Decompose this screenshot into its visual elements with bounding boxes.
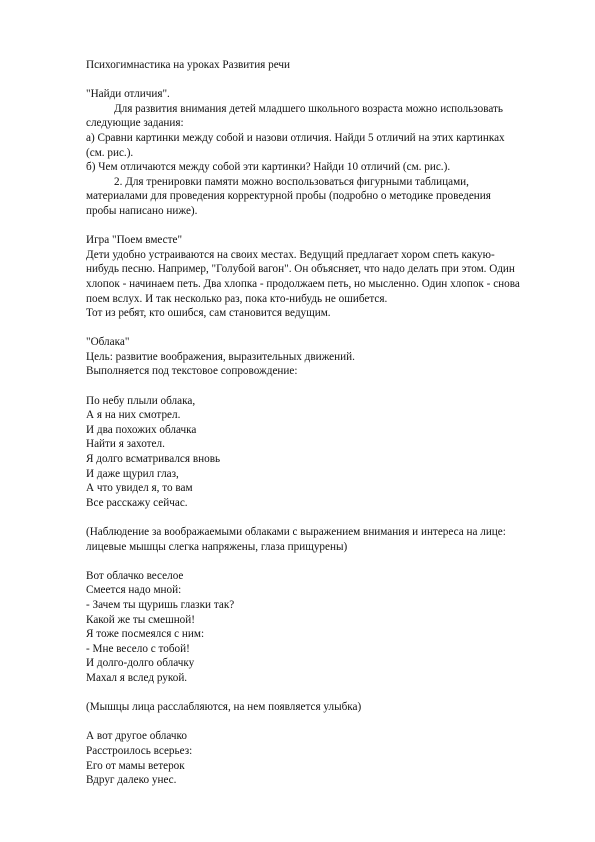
stage-note-cont: лицевые мышцы слегка напряжены, глаза прищурены) — [86, 540, 348, 553]
poem-line: - Зачем ты щуришь глазки так? — [86, 598, 235, 611]
poem-line: Расстроилось всерьез: — [86, 744, 193, 757]
section-heading-clouds: "Облака" — [86, 336, 130, 349]
list-item-a-cont: (см. рис.). — [86, 146, 134, 159]
paragraph-line: нибудь песню. Например, "Голубой вагон". Он объясняет, что надо делать при этом. Один — [86, 263, 515, 276]
paragraph-line: Для развития внимания детей младшего школьного возраста можно использовать — [114, 102, 504, 115]
list-item-a: а) Сравни картинки между собой и назови отличия. Найди 5 отличий на этих картинках — [86, 131, 505, 144]
spacer — [86, 510, 566, 525]
goal-line: Цель: развитие воображения, выразительных движений. — [86, 350, 355, 363]
poem-line: Вдруг далеко унес. — [86, 774, 177, 787]
spacer — [86, 715, 566, 730]
spacer — [86, 219, 566, 234]
poem-line: Все расскажу сейчас. — [86, 496, 188, 509]
poem-line: Найти я захотел. — [86, 438, 165, 451]
poem-line: Вот облачко веселое — [86, 569, 184, 582]
section-heading-sing-together: Игра "Поем вместе" — [86, 234, 183, 247]
poem-line: Махал я вслед рукой. — [86, 671, 188, 684]
spacer — [86, 321, 566, 336]
paragraph-line: Тот из ребят, кто ошибся, сам становится ведущим. — [86, 307, 331, 320]
poem-line: И долго-долго облачку — [86, 657, 195, 670]
poem-line: По небу плыли облака, — [86, 394, 196, 407]
spacer — [86, 379, 566, 394]
poem-line: А я на них смотрел. — [86, 409, 181, 422]
poem-line: Я тоже посмеялся с ним: — [86, 628, 205, 641]
spacer — [86, 73, 566, 88]
poem-line: Я долго всматривался вновь — [86, 453, 221, 466]
list-item-2: 2. Для тренировки памяти можно воспользоваться фигурными таблицами, — [114, 175, 469, 188]
poem-line: Его от мамы ветерок — [86, 759, 185, 772]
list-item-b: б) Чем отличаются между собой эти картинки? Найди 10 отличий (см. рис.). — [86, 161, 451, 174]
stage-note: (Мышцы лица расслабляются, на нем появляется улыбка) — [86, 701, 362, 714]
paragraph-line: Дети удобно устраиваются на своих местах. Ведущий предлагает хором спеть какую- — [86, 248, 495, 261]
list-item-2-cont: материалами для проведения корректурной пробы (подробно о методике проведения — [86, 190, 491, 203]
paragraph-line: хлопок - начинаем петь. Два хлопка - продолжаем петь, но мысленно. Один хлопок - снова — [86, 277, 520, 290]
poem-line: И два похожих облачка — [86, 423, 197, 436]
poem-line: И даже щурил глаз, — [86, 467, 179, 480]
paragraph-line: поем вслух. И так несколько раз, пока кто-нибудь не ошибется. — [86, 292, 388, 305]
spacer — [86, 686, 566, 701]
spacer — [86, 554, 566, 569]
instruction-line: Выполняется под текстовое сопровождение: — [86, 365, 298, 378]
poem-line: Смеется надо мной: — [86, 584, 182, 597]
poem-line: А что увидел я, то вам — [86, 482, 193, 495]
poem-line: Какой же ты смешной! — [86, 613, 195, 626]
poem-line: А вот другое облачко — [86, 730, 187, 743]
document-page — [86, 58, 566, 788]
stage-note: (Наблюдение за воображаемыми облаками с выражением внимания и интереса на лице: — [86, 526, 506, 538]
document-title: Психогимнастика на уроках Развития речи — [86, 59, 291, 71]
paragraph-line: следующие задания: — [86, 117, 184, 130]
section-heading-find-differences: "Найди отличия". — [86, 88, 170, 101]
list-item-2-cont: пробы написано ниже). — [86, 204, 198, 217]
poem-line: - Мне весело с тобой! — [86, 642, 190, 655]
